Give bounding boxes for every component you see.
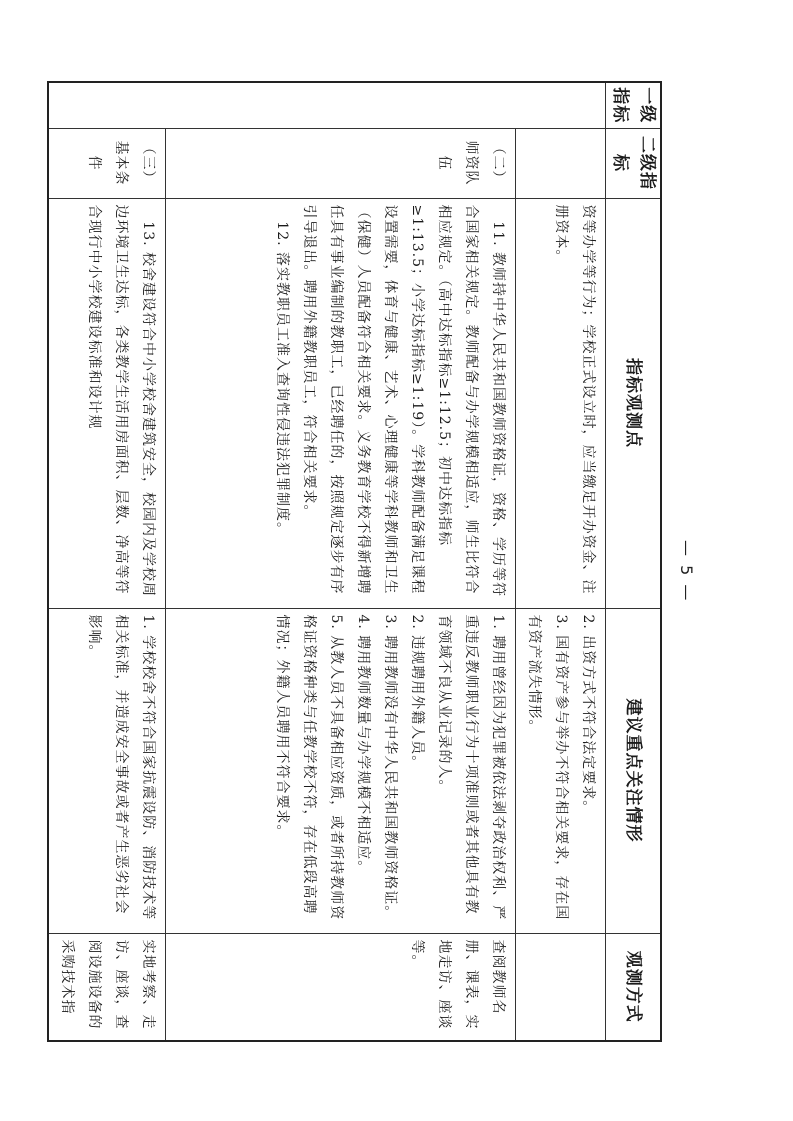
header-focus: 建议重点关注情形 bbox=[606, 608, 662, 933]
level2-cell: （三）基本条件 bbox=[48, 128, 166, 198]
table-row bbox=[166, 82, 516, 1041]
method-cell: 实地考察、走访、座谈，查阅设施设备的采购技术指 bbox=[48, 933, 166, 1041]
focus-text: 5. 从教人员不具备相应资质，或者所持教师资格证资格种类与任教学校不符，存在低段高聘情况；外籍人员聘用不符合要求。 bbox=[274, 614, 344, 921]
focus-text: 4. 聘用教师数量与办学规模不相适应。 bbox=[355, 614, 371, 876]
focus-text: 3. 聘用教师没有中华人民共和国教师资格证。 bbox=[382, 614, 398, 921]
focus-text: 1. 学校校舍不符合国家抗震设防、消防技术等相关标准，并造成安全事故或者产生恶劣社会影响。 bbox=[86, 614, 156, 921]
page-number: — 5 — bbox=[677, 540, 696, 603]
focus-cell bbox=[48, 608, 166, 933]
table-row bbox=[48, 82, 166, 1041]
table-header-row bbox=[606, 82, 662, 1041]
focus-text: 2. 违规聘用外籍人员。 bbox=[409, 614, 425, 771]
level1-cell bbox=[48, 82, 606, 128]
points-cell bbox=[516, 198, 606, 608]
point-text: 12. 落实教职员工准入查询性侵违法犯罪制度。 bbox=[274, 221, 290, 538]
table-row bbox=[516, 82, 606, 1041]
level2-cell bbox=[516, 128, 606, 198]
focus-cell bbox=[516, 608, 606, 933]
points-cell bbox=[48, 198, 166, 608]
focus-text: 3. 国有资产参与举办不符合相关要求，存在国有资产流失情形。 bbox=[526, 614, 569, 921]
focus-cell bbox=[166, 608, 516, 933]
header-level2: 二级指标 bbox=[606, 128, 662, 198]
rotated-table-page bbox=[59, 81, 662, 1040]
indicator-table bbox=[47, 81, 662, 1042]
header-method: 观测方式 bbox=[606, 933, 662, 1041]
header-points: 指标观测点 bbox=[606, 198, 662, 608]
method-cell: 查阅教师名册、课表，实地走访、座谈等。 bbox=[166, 933, 516, 1041]
focus-text: 2. 出资方式不符合法定要求。 bbox=[580, 614, 596, 816]
level2-cell: （二）师资队伍 bbox=[166, 128, 516, 198]
points-cell bbox=[166, 198, 516, 608]
method-cell bbox=[516, 933, 606, 1041]
point-text: 11. 教师持中华人民共和国教师资格证，资格、学历等符合国家相关规定。教师配备与办学规模相适应，师生比符合相应规定。（高中达标指标≥1:12.5；初中达标指标≥1:13.5；小学达标指标≥1:19）。学科教师配备满足课程设置需要，体育与健康、艺术、心理健康等学科教师和卫生（保健）人员配备符合相关要求。义务教育学校不得新增聘任具有事业编制的教职工，已经聘任的，按照规定逐步有序引导退出。聘用外籍教职员工，符合相关要求。 bbox=[301, 204, 506, 598]
focus-text: 1. 聘用曾经因为犯罪被依法剥夺政治权利、严重违反教师职业行为十项准则或者其他具有教育领域不良从业记录的人。 bbox=[436, 614, 506, 921]
header-level1: 一级指标 bbox=[606, 82, 662, 128]
point-text: 资等办学等行为；学校正式设立时，应当缴足开办资金、注册资本。 bbox=[553, 204, 596, 595]
point-text: 13. 校舍建设符合中小学校舍建筑安全，校园内及学校周边环境卫生达标，各类教学生活用房面积、层数、净高等符合现行中小学校建设标准和设计规 bbox=[86, 204, 156, 598]
